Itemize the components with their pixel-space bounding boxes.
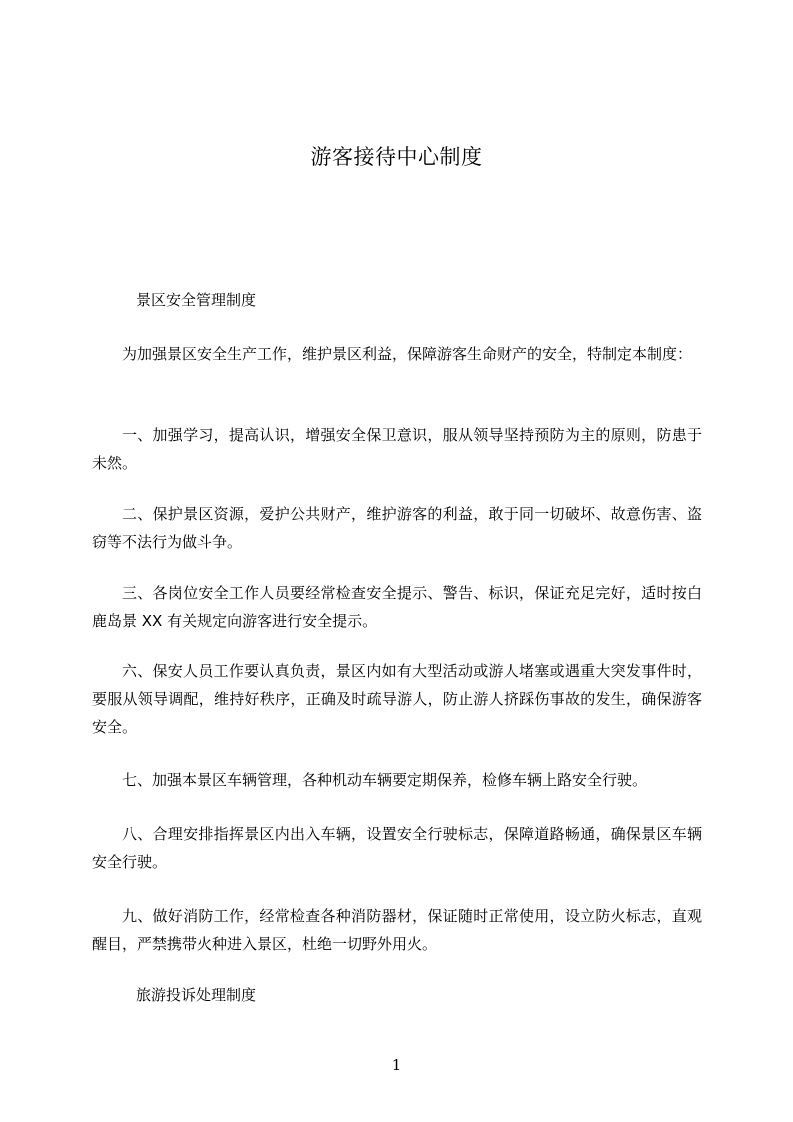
- paragraph-item-8: 八、合理安排指挥景区内出入车辆，设置安全行驶标志，保障道路畅通，确保景区车辆安全行驶。: [92, 825, 702, 871]
- paragraph-item-2: 二、保护景区资源，爱护公共财产，维护游客的利益，敢于同一切破坏、故意伤害、盗窃等不法行为做斗争。: [92, 505, 702, 551]
- paragraph-item-1: 一、加强学习，提高认识，增强安全保卫意识，服从领导坚持预防为主的原则，防患于未然。: [92, 426, 702, 472]
- paragraph-intro: 为加强景区安全生产工作，维护景区利益，保障游客生命财产的安全，特制定本制度：: [122, 345, 693, 363]
- document-title: 游客接待中心制度: [310, 145, 483, 169]
- section-heading-safety: 景区安全管理制度: [136, 291, 257, 309]
- paragraph-item-9: 九、做好消防工作，经常检查各种消防器材，保证随时正常使用，设立防火标志，直观醒目，严禁携带火种进入景区，杜绝一切野外用火。: [92, 907, 702, 953]
- paragraph-item-3: 三、各岗位安全工作人员要经常检查安全提示、警告、标识，保证充足完好，适时按白鹿岛景 XX 有关规定向游客进行安全提示。: [92, 584, 702, 630]
- page-number: 1: [391, 1056, 402, 1074]
- paragraph-item-7: 七、加强本景区车辆管理，各种机动车辆要定期保养，检修车辆上路安全行驶。: [122, 771, 648, 789]
- section-heading-complaints: 旅游投诉处理制度: [136, 986, 257, 1004]
- paragraph-item-6: 六、保安人员工作要认真负责，景区内如有大型活动或游人堵塞或遇重大突发事件时，要服从领导调配，维持好秩序，正确及时疏导游人，防止游人挤踩伤事故的发生，确保游客安全。: [92, 662, 702, 736]
